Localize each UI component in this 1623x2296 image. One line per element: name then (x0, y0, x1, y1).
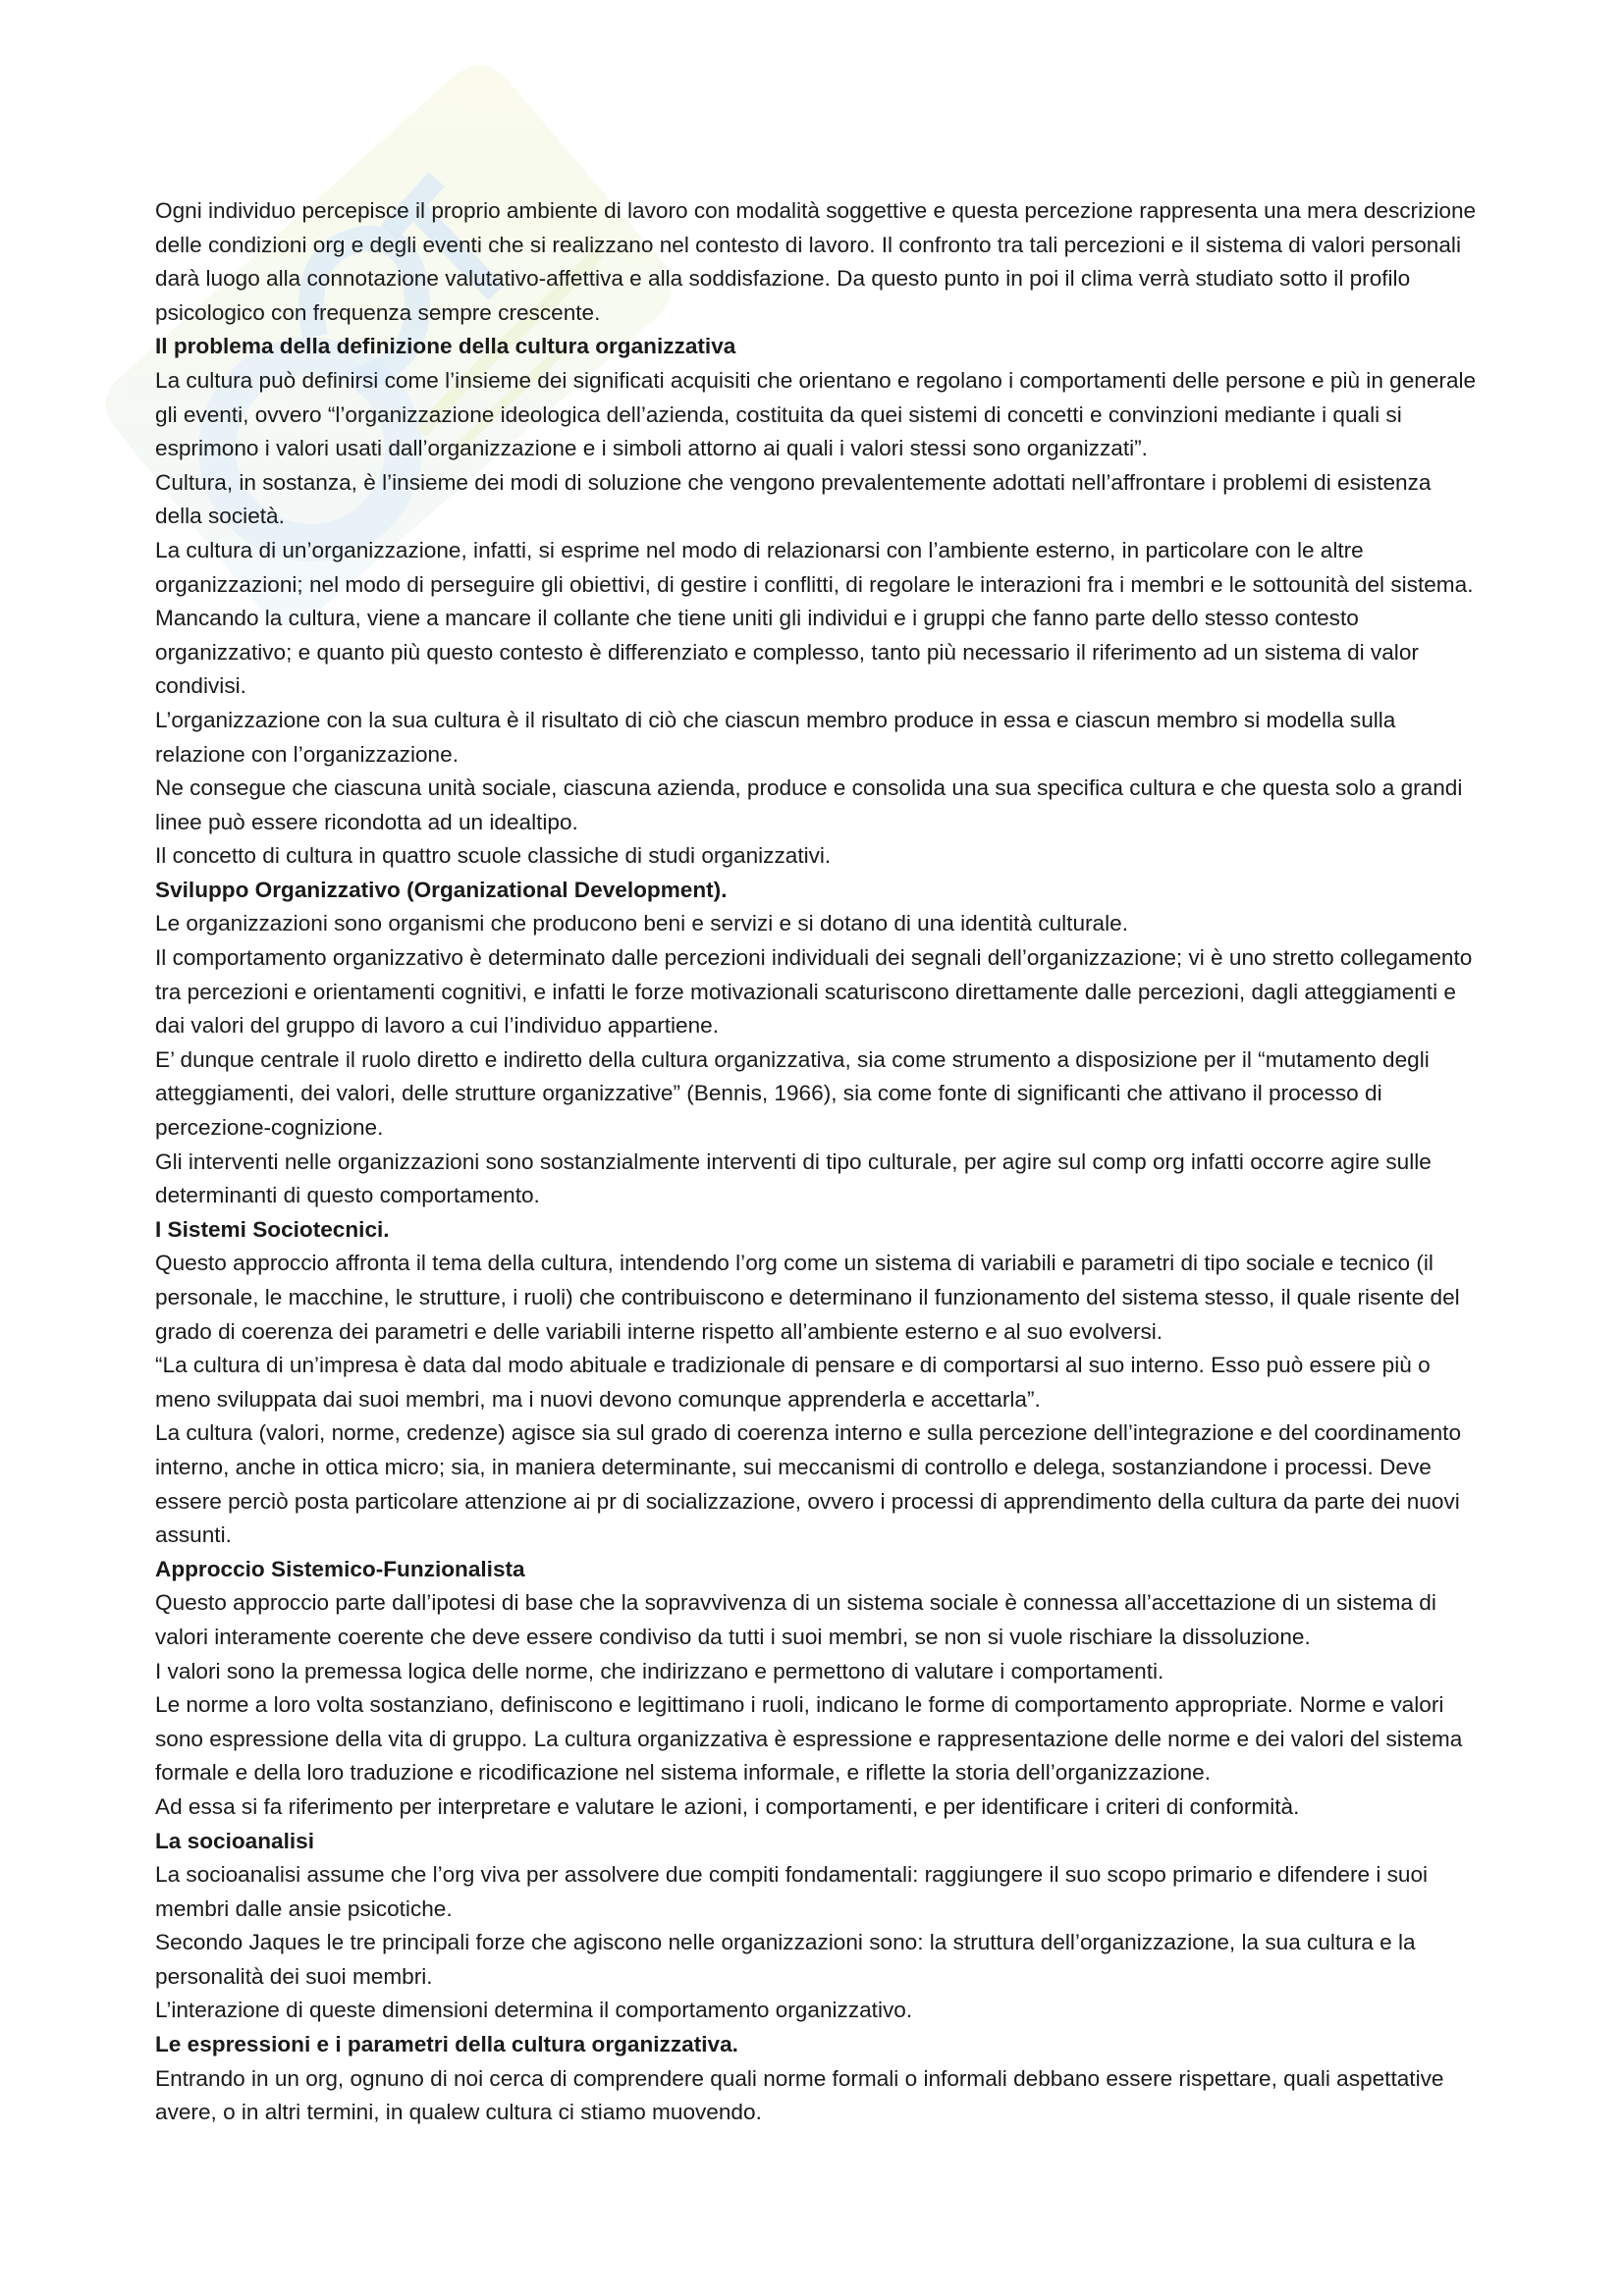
section-heading: Il problema della definizione della cultura organizzativa (155, 334, 736, 359)
section-heading: Approccio Sistemico-Funzionalista (155, 1556, 525, 1581)
document-body (155, 194, 1481, 2130)
paragraph: L’organizzazione con la sua cultura è il risultato di ciò che ciascun membro produce in essa e ciascun membro si modella sulla relazione con l’organizzazione. (155, 707, 1396, 767)
paragraph: E’ dunque centrale il ruolo diretto e indiretto della cultura organizzativa, sia come strumento a disposizione per il “mutamento degli atteggiamenti, dei valori, delle strutture organizzative” (Bennis, 1966), sia come fonte di significanti che attivano il processo di percezione-cognizione. (155, 1046, 1430, 1141)
paragraph: I valori sono la premessa logica delle norme, che indirizzano e permettono di valutare i comportamenti. (155, 1658, 1164, 1683)
paragraph: Le organizzazioni sono organismi che producono beni e servizi e si dotano di una identità culturale. (155, 911, 1128, 936)
paragraph: Le norme a loro volta sostanziano, definiscono e legittimano i ruoli, indicano le forme di comportamento appropriate. Norme e valori sono espressione della vita di gruppo. La cultura organizzativa è espressione e rappresentazione delle norme e dei valori del sistema formale e della loro traduzione e ricodificazione nel sistema informale, e riflette la storia dell’organizzazione. (155, 1692, 1463, 1786)
paragraph: Secondo Jaques le tre principali forze che agiscono nelle organizzazioni sono: la struttura dell’organizzazione, la sua cultura e la personalità dei suoi membri. (155, 1930, 1416, 1989)
paragraph: Il concetto di cultura in quattro scuole classiche di studi organizzativi. (155, 843, 832, 869)
paragraph: Il comportamento organizzativo è determinato dalle percezioni individuali dei segnali dell’organizzazione; vi è uno stretto collegamento tra percezioni e orientamenti cognitivi, e infatti le forze motivazionali scaturiscono direttamente dalle percezioni, dagli atteggiamenti e dai valori del gruppo di lavoro a cui l’individuo appartiene. (155, 945, 1473, 1039)
paragraph: La cultura (valori, norme, credenze) agisce sia sul grado di coerenza interno e sulla percezione dell’integrazione e del coordinamento interno, anche in ottica micro; sia, in maniera determinante, sui meccanismi di controllo e delega, sostanziandone i processi. Deve essere perciò posta particolare attenzione ai pr di socializzazione, ovvero i processi di apprendimento della cultura da parte dei nuovi assunti. (155, 1420, 1462, 1548)
paragraph: Gli interventi nelle organizzazioni sono sostanzialmente interventi di tipo culturale, per agire sul comp org infatti occorre agire sulle determinanti di questo comportamento. (155, 1148, 1432, 1208)
section-heading: Le espressioni e i parametri della cultura organizzativa. (155, 2032, 738, 2057)
paragraph: Questo approccio affronta il tema della cultura, intendendo l’org come un sistema di variabili e parametri di tipo sociale e tecnico (il personale, le macchine, le strutture, i ruoli) che contribuiscono e determinano il funzionamento del sistema stesso, il quale risente del grado di coerenza dei parametri e delle variabili interne rispetto all’ambiente esterno e al suo evolversi. (155, 1251, 1460, 1344)
paragraph: L’interazione di queste dimensioni determina il comportamento organizzativo. (155, 1998, 913, 2023)
paragraph: Ad essa si fa riferimento per interpretare e valutare le azioni, i comportamenti, e per identificare i criteri di conformità. (155, 1793, 1300, 1819)
paragraph: “La cultura di un’impresa è data dal modo abituale e tradizionale di pensare e di comportarsi al suo interno. Esso può essere più o meno sviluppata dai suoi membri, ma i nuovi devono comunque apprenderla e accettarla”. (155, 1353, 1431, 1412)
paragraph: Ogni individuo percepisce il proprio ambiente di lavoro con modalità soggettive e questa percezione rappresenta una mera descrizione delle condizioni org e degli eventi che si realizzano nel contesto di lavoro. Il confronto tra tali percezioni e il sistema di valori personali darà luogo alla connotazione valutativo-affettiva e alla soddisfazione. Da questo punto in poi il clima verrà studiato sotto il profilo psicologico con frequenza sempre crescente. (155, 198, 1477, 325)
paragraph: Questo approccio parte dall’ipotesi di base che la sopravvivenza di un sistema sociale è connessa all’accettazione di un sistema di valori interamente coerente che deve essere condiviso da tutti i suoi membri, se non si vuole rischiare la dissoluzione. (155, 1590, 1436, 1649)
section-heading: Sviluppo Organizzativo (Organizational Development). (155, 877, 728, 902)
paragraph: Cultura, in sostanza, è l’insieme dei modi di soluzione che vengono prevalentemente adottati nell’affrontare i problemi di esistenza della società. (155, 469, 1432, 529)
paragraph: Entrando in un org, ognuno di noi cerca di comprendere quali norme formali o informali debbano essere rispettare, quali aspettative avere, o in altri termini, in qualew cultura ci stiamo muovendo. (155, 2065, 1444, 2125)
paragraph: Ne consegue che ciascuna unità sociale, ciascuna azienda, produce e consolida una sua specifica cultura e che questa solo a grandi linee può essere ricondotta ad un idealtipo. (155, 775, 1463, 834)
section-heading: La socioanalisi (155, 1828, 314, 1853)
paragraph: La cultura può definirsi come l’insieme dei significati acquisiti che orientano e regolano i comportamenti delle persone e più in generale gli eventi, ovvero “l’organizzazione ideologica dell’azienda, costituita da quei sistemi di concetti e convinzioni mediante i quali si esprimono i valori usati dall’organizzazione e i simboli attorno ai quali i valori stessi sono organizzati”. (155, 367, 1477, 461)
paragraph: La cultura di un’organizzazione, infatti, si esprime nel modo di relazionarsi con l’ambiente esterno, in particolare con le altre organizzazioni; nel modo di perseguire gli obiettivi, di gestire i conflitti, di regolare le interazioni fra i membri e le sottounità del sistema. Mancando la cultura, viene a mancare il collante che tiene uniti gli individui e i gruppi che fanno parte dello stesso contesto organizzativo; e quanto più questo contesto è differenziato e complesso, tanto più necessario il riferimento ad un sistema di valor condivisi. (155, 537, 1474, 699)
paragraph: La socioanalisi assume che l’org viva per assolvere due compiti fondamentali: raggiungere il suo scopo primario e difendere i suoi membri dalle ansie psicotiche. (155, 1862, 1429, 1921)
section-heading: I Sistemi Sociotecnici. (155, 1216, 390, 1242)
